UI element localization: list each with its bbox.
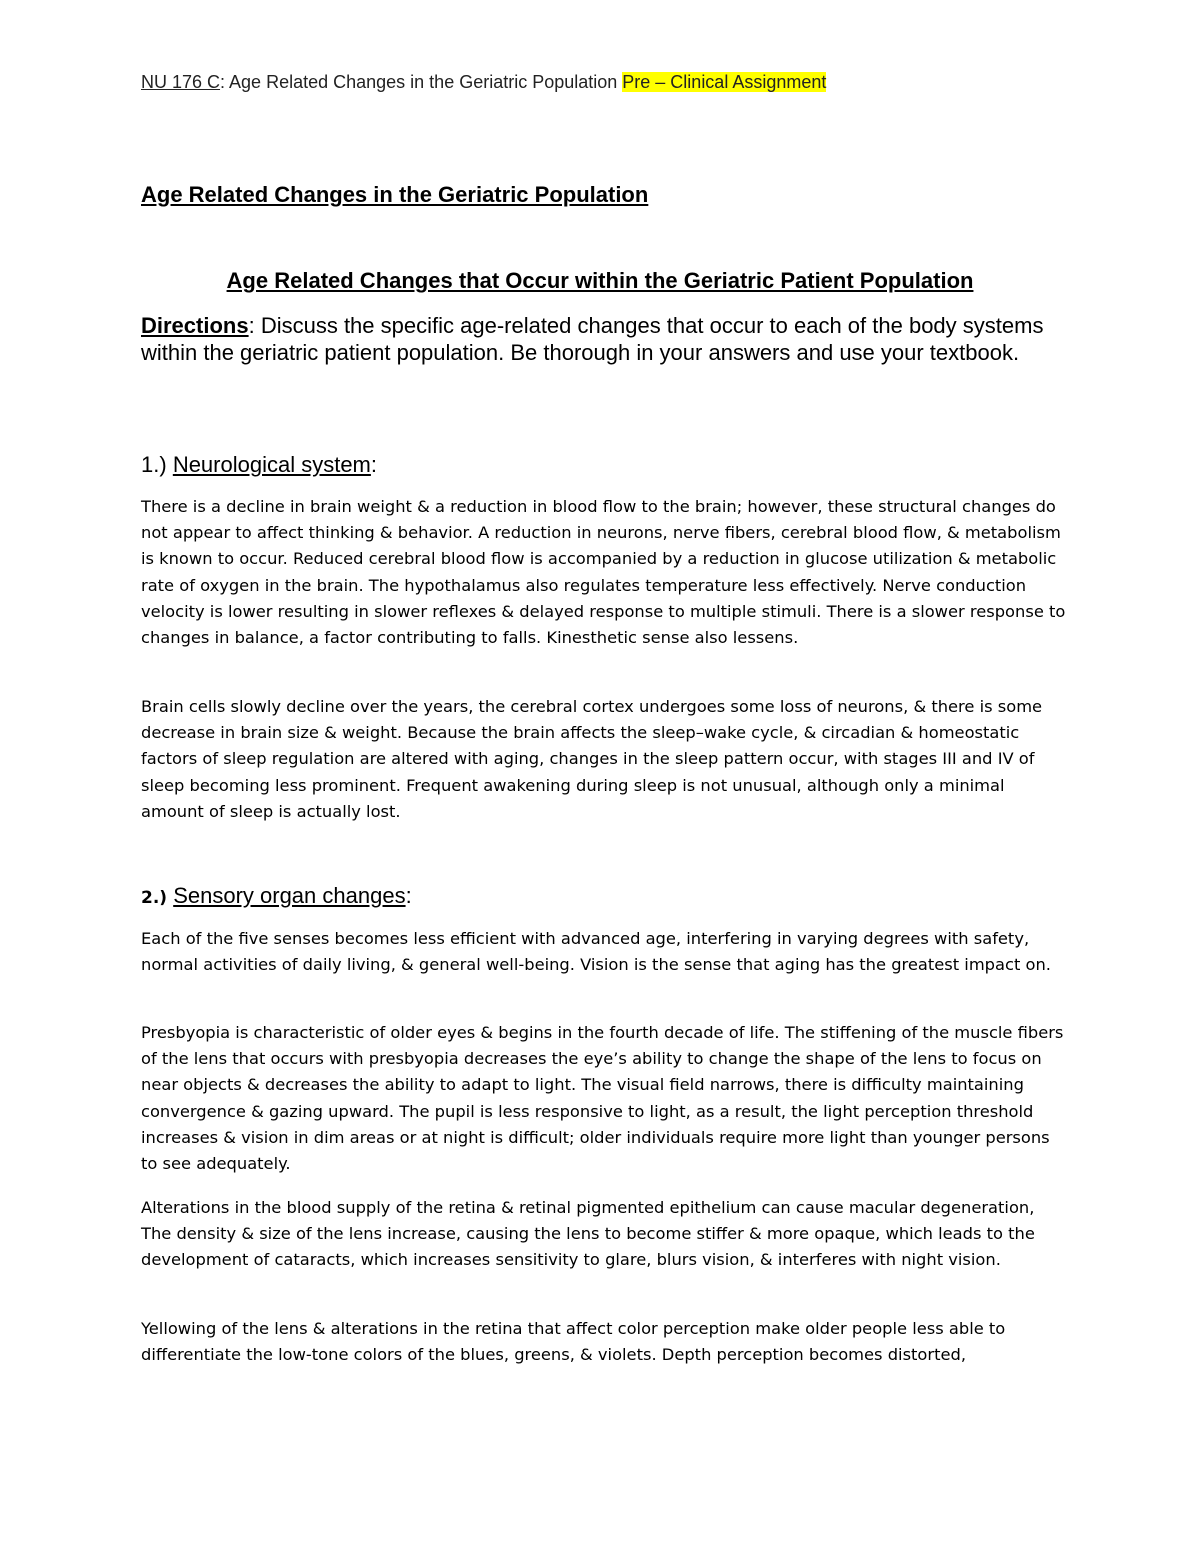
page-header bbox=[141, 72, 826, 93]
question-heading-neurological bbox=[141, 452, 377, 478]
directions-label: Directions bbox=[141, 313, 249, 338]
header-highlight: Pre – Clinical Assignment bbox=[622, 72, 827, 92]
section-title: Age Related Changes that Occur within the Geriatric Patient Population bbox=[226, 268, 974, 293]
paragraph: Presbyopia is characteristic of older eyes & begins in the fourth decade of life. The stiffening of the muscle fibers of the lens that occurs with presbyopia decreases the eye’s ability to change the shape of the lens to focus on near objects & decreases the ability to adapt to light. The visual field narrows, there is difficulty maintaining convergence & gazing upward. The pupil is less responsive to light, as a result, the light perception threshold increases & vision in dim areas or at night is difficult; older individuals require more light than younger persons to see adequately. bbox=[141, 1023, 1064, 1174]
question-number: 2.) bbox=[141, 888, 168, 908]
question-title: Neurological system bbox=[172, 452, 371, 477]
paragraph: There is a decline in brain weight & a reduction in blood flow to the brain; however, these structural changes do not appear to affect thinking & behavior. A reduction in neurons, nerve fibers, cerebral blood flow, & metabolism is known to occur. Reduced cerebral blood flow is accompanied by a reduction in glucose utilization & metabolic rate of oxygen in the brain. The hypothalamus also regulates temperature less effectively. Nerve conduction velocity is lower resulting in slower reflexes & delayed response to multiple stimuli. There is a slower response to changes in balance, a factor contributing to falls. Kinesthetic sense also lessens. bbox=[141, 497, 1066, 648]
question-title: Sensory organ changes bbox=[173, 883, 406, 908]
paragraph: Each of the five senses becomes less efficient with advanced age, interfering in varying degrees with safety, normal activities of daily living, & general well-being. Vision is the sense that aging has the greatest impact on. bbox=[141, 929, 1051, 975]
paragraph: Brain cells slowly decline over the years, the cerebral cortex undergoes some loss of neurons, & there is some decrease in brain size & weight. Because the brain affects the sleep–wake cycle, & circadian & homeostatic factors of sleep regulation are altered with aging, changes in the sleep pattern occur, with stages III and IV of sleep becoming less prominent. Frequent awakening during sleep is not unusual, although only a minimal amount of sleep is actually lost. bbox=[141, 697, 1043, 821]
question-number: 1.) bbox=[141, 452, 167, 477]
directions bbox=[141, 312, 1061, 366]
header-title: : Age Related Changes in the Geriatric Population bbox=[220, 72, 623, 92]
document-title: Age Related Changes in the Geriatric Population bbox=[141, 182, 649, 207]
question-suffix: : bbox=[405, 883, 412, 908]
directions-text: : Discuss the specific age-related changes that occur to each of the body systems within the geriatric patient population. Be thorough in your answers and use your textbook. bbox=[141, 313, 1044, 365]
paragraph: Alterations in the blood supply of the retina & retinal pigmented epithelium can cause macular degeneration, The density & size of the lens increase, causing the lens to become stiffer & more opaque, which leads to the development of cataracts, which increases sensitivity to glare, blurs vision, & interferes with night vision. bbox=[141, 1198, 1035, 1270]
question-heading-sensory bbox=[141, 883, 412, 909]
paragraph: Yellowing of the lens & alterations in the retina that affect color perception make older people less able to differentiate the low-tone colors of the blues, greens, & violets. Depth perception becomes distorted, bbox=[141, 1319, 1006, 1365]
course-code: NU 176 C bbox=[141, 72, 221, 92]
question-suffix: : bbox=[370, 452, 378, 477]
